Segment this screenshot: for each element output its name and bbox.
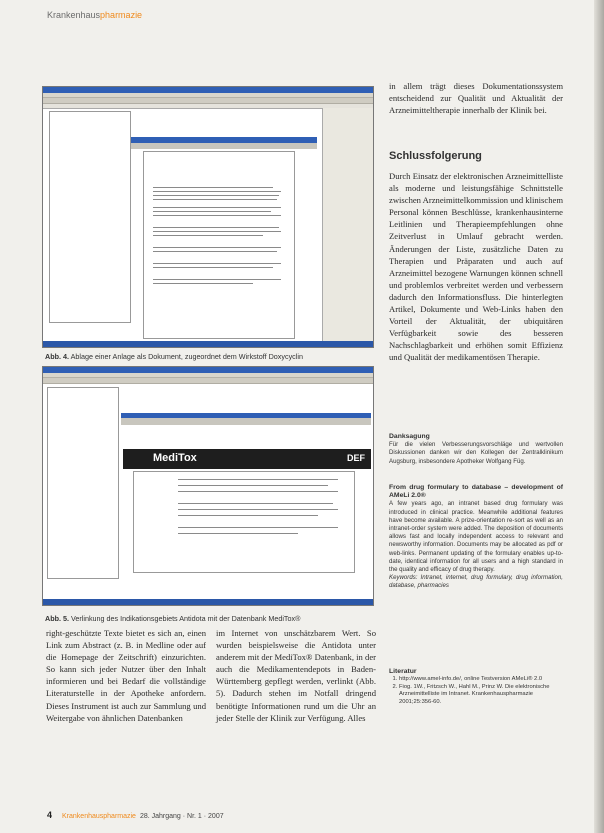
abstract-section: From drug formulary to database – development of AMeLi 2.0® A few years ago, an intranet based drug formulary was introduced in clinical practice. Meanwhile additional features have become available. A prize-orientation re-sort as well as an intranet-order system were added. The deposition of documents allows fast and locally independent access to relevant and newsworthy information. Documents may be allocated as pdf or web-links. Permanent updating of the formulary enables up-to-date, identical information for all users and a high standard in the quality and efficacy of drug therapy. Keywords: Intranet, internet, drug formulary, drug information, database, pharmacies — [389, 484, 563, 590]
page-footer: 4 Krankenhauspharmazie 28. Jahrgang · Nr. 1 · 2007 — [47, 810, 224, 820]
thanks-section: Danksagung Für die vielen Verbesserungsvorschläge und wertvollen Diskussionen danken wir den Kollegen der Zentralklinikum Augsburg, insbesondere Apotheker Wolfgang Füg. — [389, 433, 563, 465]
literature-item: 2. Fiog. 1W., Fritzsch W., Hahl M., Prinz W. Die elektronische Arzneimittelliste im Intranet. Krankenhauspharmazie 2001;25:356-60. — [399, 684, 563, 707]
figure-5-screenshot — [42, 366, 374, 606]
pdf-document-page — [143, 151, 295, 339]
conclusion-heading: Schlussfolgerung — [389, 150, 482, 162]
left-list-pane — [49, 111, 131, 323]
figure-4-caption: Abb. 4. Ablage einer Anlage als Dokument, zugeordnet dem Wirkstoff Doxycyclin — [45, 352, 303, 361]
left-nav-list — [47, 387, 119, 579]
literature-section: Literatur 1. http://www.amel-info.de/, online Testversion AMeLi® 2.0 2. Fiog. 1W., Fritzsch W., Hahl M., Prinz W. Die elektronische Arzneimittelliste im Intranet. Krankenhauspharmazie 2001;25:356-60. — [389, 668, 563, 707]
meditox-content — [133, 471, 355, 573]
conclusion-text: Durch Einsatz der elektronischen Arzneimittelliste als moderne und leistungsfähige Schnittstelle zwischen Arzneimittelkommission und klinischem Personal können Beschlüsse, krankenhausinterne Leitlinien und Therapieempfehlungen ohne Zeitverlust in Umlauf gebracht werden. Änderungen der Liste, zusätzliche Daten zu Therapien und Präparaten und auch auf Arzneimittel bezogene Warnungen können schnell und problemlos verbreitet werden und verbessern dadurch den Informationsfluss. Die hinterlegten Artikel, Dokumente und Web-Links haben den Vorteil der Aktualität, der ubiquitären Verfügbarkeit sowie des besseren Nachschlagbarkeit und erhöhen somit Effizienz und Qualität der medikamentösen Therapie. — [389, 171, 563, 363]
right-side-panel — [322, 108, 373, 341]
window-toolbar — [43, 378, 373, 384]
taskbar — [43, 341, 373, 347]
bottom-left-text: right-geschützte Texte bietet es sich an, einen Link zum Abstract (z. B. in Medline oder auf die Homepage der Zeitschrift) einzurichten. So kann sich jeder Nutzer über den Inhalt informieren und bei Bedarf die vollständige Literaturstelle in der Apotheke anfordern. Dieses Instrument ist auch zur Sammlung und Weitergabe von ähnlichen Datenbanken — [46, 628, 206, 723]
page-edge-shadow — [594, 0, 604, 833]
doc-window-toolbar — [131, 143, 317, 149]
right-intro-text: in allem trägt dieses Dokumentationssystem entscheidend zur Qualität und Aktualität der Arzneimitteltherapie innerhalb der Klinik bei. — [389, 81, 563, 116]
meditox-banner: MediTox DEF — [123, 449, 371, 469]
journal-header: Krankenhauspharmazie — [47, 10, 143, 20]
bottom-middle-text: im Internet von unschätzbarem Wert. So wurden beispielsweise die Antidota unter anderem mit der MediTox® Datenbank, in der auch die Medikamentendepots in Baden-Württemberg gepflegt werden, verlinkt (Abb. 5). Dadurch stehen im Notfall dringend benötigte Informationen rund um die Uhr an jeder Stelle der Klinik zur Verfügung. Alles — [216, 628, 376, 723]
figure-4-screenshot — [42, 86, 374, 348]
literature-item: 1. http://www.amel-info.de/, online Testversion AMeLi® 2.0 — [399, 676, 563, 684]
taskbar — [43, 599, 373, 605]
figure-5-caption: Abb. 5. Verlinkung des Indikationsgebiets Antidota mit der Datenbank MediTox® — [45, 614, 301, 623]
browser-toolbar — [121, 418, 371, 425]
